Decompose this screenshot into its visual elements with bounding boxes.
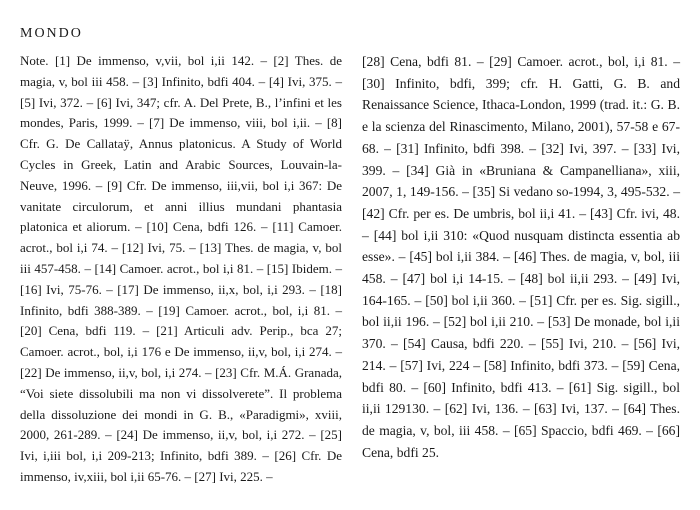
section-heading: MONDO — [20, 26, 83, 41]
notes-text-left: Note. [1] De immenso, v,vii, bol i,ii 142. – [2] Thes. de magia, v, bol iii 458. – [3] Infinito, bdfi 404. – [4] Ivi, 375. – [5] Ivi, 372. – [6] Ivi, 347; cfr. A. Del Prete, B., l’infini et les mondes, Paris, 1999. – [7] De immenso, viii, bol i,ii. – [8] Cfr. G. De Callataÿ, Annus platonicus. A Study of World Cycles in Greek, Latin and Arabic Sources, Louvain-la-Neuve, 1996. – [9] Cfr. De immenso, iii,vii, bol i,i 367: De vanitate circulorum, et anni illius mundani phantasia platonica et aliorum. – [10] Cena, bdfi 126. – [11] Camoer. acrot., bol i,i 74. – [12] Ivi, 75. – [13] Thes. de magia, v, bol iii 457-458. – [14] Camoer. acrot., bol i,i 81. – [15] Ibidem. – [16] Ivi, 75-76. – [17] De immenso, ii,x, bol, i,i 293. – [18] Infinito, bdfi 388-389. – [19] Camoer. acrot., bol, i,i 81. – [20] Cena, bdfi 119. – [21] Articuli adv. Perip., bca 27; Camoer. acrot., bol, i,i 176 e De immenso, ii,v, bol, i,i 274. – [22] De immenso, ii,v, bol, i,i 274. – [23] Cfr. M.Á. Granada, “Voi siete dissolubili ma non vi dissolverete”. Il problema della dissoluzione dei mondi in G. B., «Paradigmi», xviii, 2000, 261-289. – [24] De immenso, ii,v, bol, i,i 272. – [25] Ivi, i,iii bol, i,i 209-213; Infinito, bdfi 389. – [26] Cfr. De immenso, iv,xiii, bol i,ii 65-76. – [27] Ivi, 225. – — [20, 53, 342, 484]
notes-column-right — [362, 51, 680, 463]
notes-column-left — [20, 51, 342, 488]
notes-text-right: [28] Cena, bdfi 81. – [29] Camoer. acrot., bol, i,i 81. – [30] Infinito, bdfi, 399; cfr. H. Gatti, G. B. and Renaissance Science, Ithaca-London, 1999 (trad. it.: G. B. e la scienza del Rinascimento, Milano, 2001), 57-58 e 67-68. – [31] Infinito, bdfi 398. – [32] Ivi, 397. – [33] Ivi, 399. – [34] Già in «Bruniana & Campanelliana», xiii, 2007, 1, 149-156. – [35] Si vedano so-1994, 3, 495-532. – [42] Cfr. per es. De umbris, bol ii,i 41. – [43] Cfr. ivi, 48. – [44] bol i,ii 310: «Quod nusquam distincta essentia ab esse». – [45] bol i,ii 384. – [46] Thes. de magia, v, bol, iii 458. – [47] bol i,i 14-15. – [48] bol ii,ii 293. – [49] Ivi, 164-165. – [50] bol i,ii 360. – [51] Cfr. per es. Sig. sigill., bol ii,ii 196. – [52] bol i,ii 210. – [53] De monade, bol i,ii 370. – [54] Causa, bdfi 220. – [55] Ivi, 210. – [56] Ivi, 214. – [57] Ivi, 224 – [58] Infinito, bdfi 373. – [59] Cena, bdfi 80. – [60] Infinito, bdfi 413. – [61] Sig. sigill., bol ii,ii 129130. – [62] Ivi, 136. – [63] Ivi, 137. – [64] Thes. de magia, v, bol, iii 458. – [65] Spaccio, bdfi 469. – [66] Cena, bdfi 25. — [362, 54, 680, 460]
